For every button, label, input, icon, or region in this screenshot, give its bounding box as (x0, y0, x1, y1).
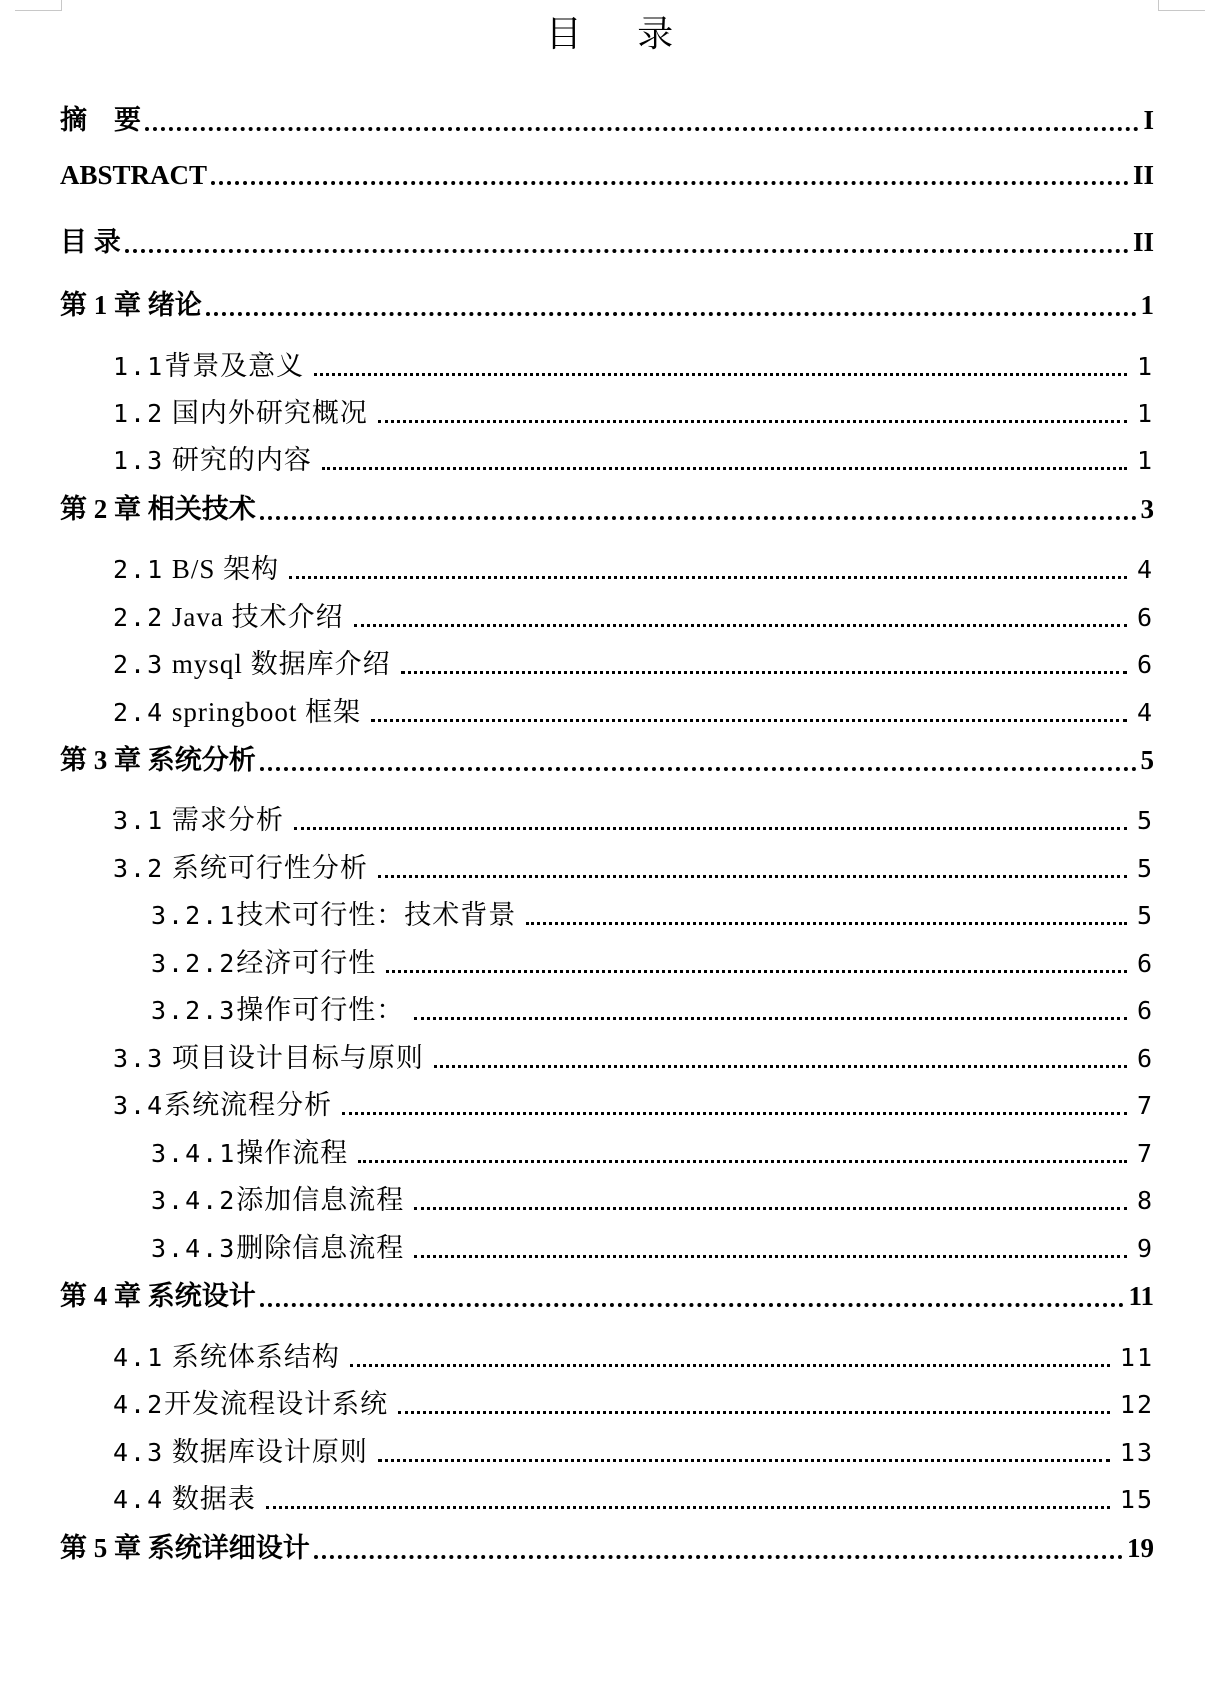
toc-entry-text: 项目设计目标与原则 (164, 1043, 424, 1073)
toc-entry-label: 第 2 章 相关技术 (60, 494, 256, 524)
toc-entry-text: 系统流程分析 (164, 1090, 333, 1120)
toc-entry-number: 3.4 (113, 1091, 165, 1120)
toc-entry-label: 摘 要 (60, 105, 141, 135)
toc-entry-2-2[interactable] (113, 595, 1154, 634)
toc-entry-label (113, 846, 368, 885)
toc-entry-number: 3.2.2 (151, 949, 237, 978)
toc-entry-contents[interactable] (60, 220, 1154, 259)
toc-page-number: 4 (1136, 698, 1154, 727)
toc-page-number: II (1132, 227, 1154, 257)
toc-entry-label: 第 3 章 系统分析 (60, 745, 256, 775)
toc-entry-text: 删除信息流程 (236, 1233, 405, 1263)
toc-entry-3-4-3[interactable] (151, 1226, 1154, 1265)
toc-entry-label (113, 1477, 256, 1516)
toc-entry-label (113, 344, 304, 383)
toc-page-number: 6 (1136, 1044, 1154, 1073)
toc-entry-label: 第 5 章 系统详细设计 (60, 1533, 310, 1563)
toc-entry-4-2[interactable] (113, 1382, 1154, 1421)
toc-page-number: 8 (1136, 1186, 1154, 1215)
toc-entry-chapter-4[interactable] (60, 1274, 1154, 1313)
toc-entry-text: 系统可行性分析 (164, 853, 368, 883)
toc-entry-label (151, 941, 376, 980)
toc-entry-label (151, 893, 516, 932)
toc-page-number: 6 (1136, 650, 1154, 679)
toc-entry-chapter-5[interactable] (60, 1526, 1154, 1565)
toc-entry-label (113, 690, 361, 729)
toc-entry-text: 操作流程 (236, 1138, 349, 1168)
toc-entry-label (151, 988, 404, 1027)
toc-entry-abstract-cn[interactable] (60, 98, 1154, 137)
toc-leader (289, 576, 1127, 579)
toc-entry-4-4[interactable] (113, 1477, 1154, 1516)
toc-entry-3-2[interactable] (113, 846, 1154, 885)
toc-entry-number: 2.4 (113, 698, 165, 727)
toc-entry-number: 4.2 (113, 1390, 165, 1419)
toc-leader (414, 1255, 1127, 1258)
toc-entry-text: B/S 架构 (164, 554, 280, 584)
toc-entry-label: 目 录 (60, 227, 121, 257)
toc-leader (378, 1459, 1110, 1462)
toc-leader (414, 1017, 1127, 1020)
toc-leader (414, 1207, 1127, 1210)
toc-entry-abstract-en[interactable] (60, 160, 1154, 191)
toc-entry-text: 数据表 (164, 1484, 256, 1514)
toc-page-number: 1 (1136, 352, 1154, 381)
toc-page-number: 6 (1136, 603, 1154, 632)
toc-entry-label (113, 438, 312, 477)
toc-entry-2-4[interactable] (113, 690, 1154, 729)
toc-leader (260, 516, 1137, 520)
toc-leader (206, 312, 1137, 316)
toc-page-number: 1 (1140, 290, 1154, 320)
toc-leader (434, 1065, 1127, 1068)
toc-leader (401, 671, 1127, 674)
toc-entry-3-2-1[interactable] (151, 893, 1154, 932)
toc-leader (354, 624, 1127, 627)
toc-entry-number: 2.3 (113, 650, 165, 679)
toc-entry-chapter-1[interactable] (60, 283, 1154, 322)
toc-entry-label (113, 642, 391, 681)
toc-entry-number: 1.3 (113, 446, 165, 475)
toc-leader (371, 719, 1127, 722)
toc-page-number: 12 (1119, 1390, 1154, 1419)
toc-entry-3-2-3[interactable] (151, 988, 1154, 1027)
toc-entry-number: 3.2 (113, 854, 165, 883)
toc-page-number: 11 (1119, 1343, 1154, 1372)
toc-entry-label: ABSTRACT (60, 160, 208, 190)
toc-entry-label (151, 1131, 348, 1170)
toc-entry-label (151, 1178, 404, 1217)
toc-entry-label (113, 1335, 340, 1374)
toc-page-number: I (1143, 105, 1154, 135)
toc-entry-3-4-1[interactable] (151, 1131, 1154, 1170)
toc-entry-1-1[interactable] (113, 344, 1154, 383)
toc-entry-label (113, 1430, 368, 1469)
toc-entry-label (113, 595, 344, 634)
toc-entry-number: 3.1 (113, 806, 165, 835)
toc-leader (350, 1364, 1110, 1367)
toc-leader (386, 970, 1127, 973)
toc-page-number: 1 (1136, 399, 1154, 428)
toc-page-number: 5 (1136, 901, 1154, 930)
toc-entry-text: 国内外研究概况 (164, 398, 368, 428)
toc-page-number: 19 (1127, 1533, 1154, 1563)
toc-leader (266, 1506, 1110, 1509)
toc-leader (211, 181, 1129, 185)
toc-entry-text: mysql 数据库介绍 (164, 649, 391, 679)
toc-entry-4-1[interactable] (113, 1335, 1154, 1374)
toc-leader (342, 1112, 1127, 1115)
toc-leader (378, 875, 1127, 878)
page-title: 目 录 (545, 14, 696, 55)
toc-entry-text: 添加信息流程 (236, 1185, 405, 1215)
toc-page-number: 1 (1136, 446, 1154, 475)
toc-page-number: 4 (1136, 555, 1154, 584)
toc-entry-3-3[interactable] (113, 1036, 1154, 1075)
toc-entry-3-2-2[interactable] (151, 941, 1154, 980)
toc-entry-number: 4.3 (113, 1438, 165, 1467)
toc-leader (526, 922, 1127, 925)
toc-entry-label (113, 1382, 388, 1421)
toc-entry-2-3[interactable] (113, 642, 1154, 681)
toc-leader (398, 1411, 1110, 1414)
toc-entry-number: 3.4.1 (151, 1139, 237, 1168)
toc-entry-number: 2.1 (113, 555, 165, 584)
toc-entry-text: 系统体系结构 (164, 1342, 340, 1372)
toc-entry-number: 1.1 (113, 352, 165, 381)
toc-page-number: 13 (1119, 1438, 1154, 1467)
toc-page-number: 15 (1119, 1485, 1154, 1514)
toc-entry-label (151, 1226, 404, 1265)
toc-entry-3-4-2[interactable] (151, 1178, 1154, 1217)
toc-entry-number: 3.3 (113, 1044, 165, 1073)
toc-leader (314, 373, 1127, 376)
toc-entry-chapter-2[interactable] (60, 487, 1154, 526)
toc-page-number: 7 (1136, 1091, 1154, 1120)
toc-entry-number: 3.2.3 (151, 996, 237, 1025)
toc-leader (260, 767, 1137, 771)
toc-entry-text: 数据库设计原则 (164, 1437, 368, 1467)
toc-page-number: 9 (1136, 1234, 1154, 1263)
toc-entry-number: 1.2 (113, 399, 165, 428)
toc-entry-3-1[interactable] (113, 798, 1154, 837)
toc-entry-number: 3.2.1 (151, 901, 237, 930)
toc-entry-1-3[interactable] (113, 438, 1154, 477)
toc-leader (314, 1555, 1123, 1559)
toc-entry-label (113, 798, 284, 837)
toc-page-number: 11 (1128, 1281, 1154, 1311)
toc-leader (294, 827, 1127, 830)
toc-page-number: 3 (1140, 494, 1154, 524)
toc-page-number: 5 (1136, 806, 1154, 835)
toc-entry-text: springboot 框架 (164, 697, 362, 727)
toc-leader (378, 420, 1127, 423)
toc-leader (125, 249, 1129, 253)
toc-entry-text: 研究的内容 (164, 445, 312, 475)
toc-entry-label (113, 1036, 424, 1075)
toc-entry-text: 操作可行性： (236, 995, 405, 1025)
toc-page-number: II (1132, 160, 1154, 190)
toc-page-number: 6 (1136, 949, 1154, 978)
toc-entry-number: 3.4.3 (151, 1234, 237, 1263)
toc-page-number: 6 (1136, 996, 1154, 1025)
toc-page-number: 5 (1136, 854, 1154, 883)
toc-entry-2-1[interactable] (113, 547, 1154, 586)
toc-leader (322, 467, 1127, 470)
toc-page-number: 5 (1140, 745, 1154, 775)
toc-entry-number: 4.1 (113, 1343, 165, 1372)
toc-entry-text: Java 技术介绍 (164, 602, 344, 632)
toc-entry-chapter-3[interactable] (60, 738, 1154, 777)
toc-leader (260, 1303, 1125, 1307)
toc-entry-1-2[interactable] (113, 391, 1154, 430)
toc-entry-number: 2.2 (113, 603, 165, 632)
toc-entry-text: 背景及意义 (164, 351, 305, 381)
toc-entry-label (113, 391, 368, 430)
toc-entry-text: 技术可行性：技术背景 (236, 900, 517, 930)
toc-entry-number: 4.4 (113, 1485, 165, 1514)
toc-entry-text: 需求分析 (164, 805, 284, 835)
toc-leader (358, 1160, 1127, 1163)
toc-page-number: 7 (1136, 1139, 1154, 1168)
toc-entry-label (113, 547, 279, 586)
toc-entry-3-4[interactable] (113, 1083, 1154, 1122)
toc-entry-number: 3.4.2 (151, 1186, 237, 1215)
toc-entry-text: 经济可行性 (236, 948, 377, 978)
toc-entry-label (113, 1083, 332, 1122)
toc-entry-label: 第 1 章 绪论 (60, 290, 202, 320)
toc-entry-4-3[interactable] (113, 1430, 1154, 1469)
toc-entry-text: 开发流程设计系统 (164, 1389, 389, 1419)
toc-leader (145, 127, 1139, 131)
toc-entry-label: 第 4 章 系统设计 (60, 1281, 256, 1311)
